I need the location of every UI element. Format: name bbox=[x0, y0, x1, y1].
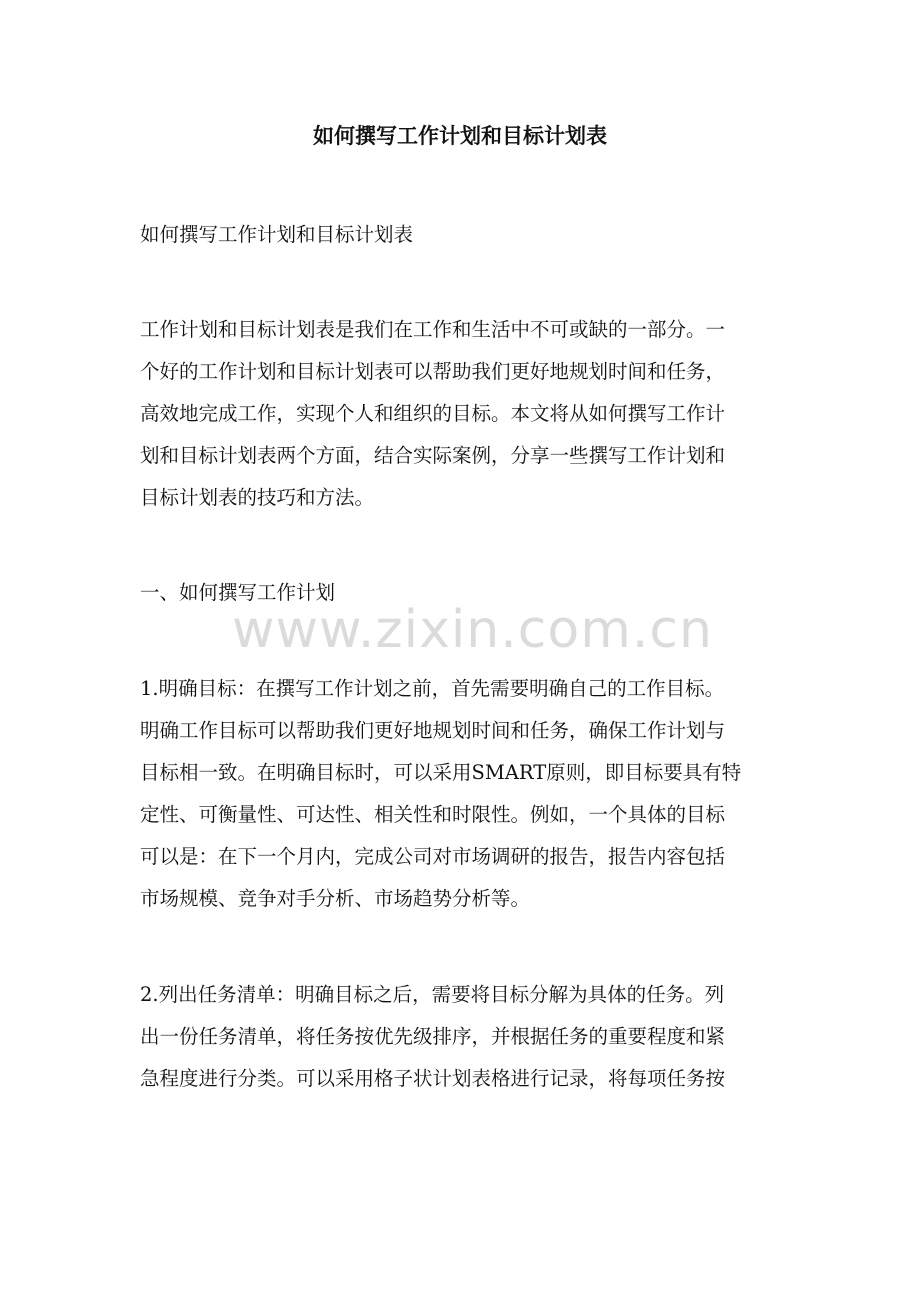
item1-line: 1.明确目标：在撰写工作计划之前，首先需要明确自己的工作目标。 bbox=[140, 677, 725, 700]
item1-line: 定性、可衡量性、可达性、相关性和时限性。例如，一个具体的目标 bbox=[140, 803, 726, 826]
item2-line: 2.列出任务清单：明确目标之后，需要将目标分解为具体的任务。列 bbox=[140, 983, 725, 1006]
intro-line: 划和目标计划表两个方面，结合实际案例，分享一些撰写工作计划和 bbox=[140, 444, 726, 467]
document-subtitle: 如何撰写工作计划和目标计划表 bbox=[140, 223, 414, 246]
watermark: www.zixin.com.cn bbox=[232, 600, 713, 660]
intro-line: 高效地完成工作，实现个人和组织的目标。本文将从如何撰写工作计 bbox=[140, 402, 726, 425]
item1-line: 可以是：在下一个月内，完成公司对市场调研的报告，报告内容包括 bbox=[140, 845, 726, 868]
intro-line: 个好的工作计划和目标计划表可以帮助我们更好地规划时间和任务， bbox=[140, 360, 726, 383]
intro-line: 工作计划和目标计划表是我们在工作和生活中不可或缺的一部分。一 bbox=[140, 318, 726, 341]
section-heading: 一、如何撰写工作计划 bbox=[140, 581, 336, 604]
item1-line: 明确工作目标可以帮助我们更好地规划时间和任务，确保工作计划与 bbox=[140, 719, 726, 742]
intro-line: 目标计划表的技巧和方法。 bbox=[140, 486, 375, 509]
item1-line: 目标相一致。在明确目标时，可以采用SMART原则，即目标要具有特 bbox=[140, 761, 742, 784]
item1-line: 市场规模、竞争对手分析、市场趋势分析等。 bbox=[140, 887, 531, 910]
item2-line: 出一份任务清单，将任务按优先级排序，并根据任务的重要程度和紧 bbox=[140, 1025, 726, 1048]
item2-line: 急程度进行分类。可以采用格子状计划表格进行记录，将每项任务按 bbox=[140, 1067, 726, 1090]
document-title: 如何撰写工作计划和目标计划表 bbox=[313, 123, 607, 148]
